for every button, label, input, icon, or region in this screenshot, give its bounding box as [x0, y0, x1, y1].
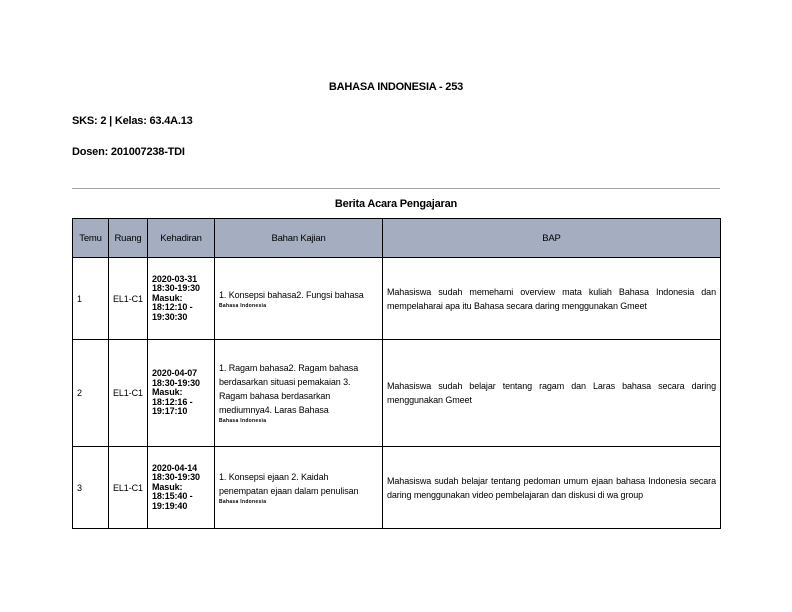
cell-ruang: EL1-C1 [109, 258, 148, 340]
table-row [73, 340, 721, 447]
kehadiran-masuk-label: Masuk: [152, 481, 183, 492]
kehadiran-masuk-label: Masuk: [152, 387, 183, 398]
table-row [73, 258, 721, 340]
column-header-bap: BAP [383, 219, 721, 258]
kehadiran-keluar-time: 19:19:40 [152, 500, 188, 511]
divider-line [72, 188, 720, 189]
bahan-kajian-text: 1. Konsepsi bahasa2. Fungsi bahasa [219, 289, 364, 300]
cell-ruang: EL1-C1 [109, 340, 148, 447]
kehadiran-time: 18:30-19:30 [152, 283, 200, 294]
cell-bahan-kajian [215, 258, 383, 340]
cell-bahan-kajian [215, 447, 383, 529]
kehadiran-date: 2020-03-31 [152, 273, 198, 284]
bahan-kajian-subject: Bahasa Indonesia [219, 418, 267, 424]
bahan-kajian-subject: Bahasa Indonesia [219, 498, 267, 505]
kehadiran-masuk-time: 18:15:40 - [152, 491, 193, 502]
kehadiran-time: 18:30-19:30 [152, 472, 200, 483]
kehadiran-keluar-time: 19:30:30 [152, 311, 188, 322]
bahan-kajian-subject: Bahasa Indonesia [219, 302, 267, 309]
cell-bap: Mahasiswa sudah belajar tentang pedoman umum ejaan bahasa Indonesia secara daring menggunakan video pembelajaran dan diskusi di wa group [383, 447, 721, 529]
kehadiran-masuk-time: 18:12:16 - [152, 396, 193, 407]
column-header-ruang: Ruang [109, 219, 148, 258]
cell-kehadiran [148, 447, 215, 529]
bahan-kajian-text: 1. Konsepsi ejaan 2. Kaidah penempatan ejaan dalam penulisan [219, 471, 359, 496]
bap-table [72, 218, 721, 529]
cell-kehadiran [148, 258, 215, 340]
kehadiran-date: 2020-04-14 [152, 462, 198, 473]
cell-temu: 2 [73, 340, 109, 447]
table-header-row [73, 219, 721, 258]
sks-class-info: SKS: 2 | Kelas: 63.4A.13 [72, 115, 193, 127]
kehadiran-masuk-label: Masuk: [152, 292, 183, 303]
column-header-temu: Temu [73, 219, 109, 258]
cell-bahan-kajian [215, 340, 383, 447]
table-row [73, 447, 721, 529]
bahan-kajian-text: 1. Ragam bahasa2. Ragam bahasa berdasarkan situasi pemakaian 3. Ragam bahasa berdasarkan mediumnya4. Laras Bahasa [219, 363, 359, 415]
course-title: BAHASA INDONESIA - 253 [328, 81, 464, 93]
section-title: Berita Acara Pengajaran [334, 198, 458, 210]
cell-kehadiran [148, 340, 215, 447]
cell-temu: 1 [73, 258, 109, 340]
kehadiran-masuk-time: 18:12:10 - [152, 302, 193, 313]
kehadiran-time: 18:30-19:30 [152, 377, 200, 388]
kehadiran-keluar-time: 19:17:10 [152, 406, 188, 417]
column-header-kehadiran: Kehadiran [148, 219, 215, 258]
cell-bap: Mahasiswa sudah belajar tentang ragam dan Laras bahasa secara daring menggunakan Gmeet [383, 340, 721, 447]
cell-ruang: EL1-C1 [109, 447, 148, 529]
column-header-bahan-kajian: Bahan Kajian [215, 219, 383, 258]
cell-bap: Mahasiswa sudah memehami overview mata kuliah Bahasa Indonesia dan mempelaharai apa itu Bahasa secara daring menggunakan Gmeet [383, 258, 721, 340]
cell-temu: 3 [73, 447, 109, 529]
kehadiran-date: 2020-04-07 [152, 368, 198, 379]
lecturer-info: Dosen: 201007238-TDI [72, 146, 185, 158]
